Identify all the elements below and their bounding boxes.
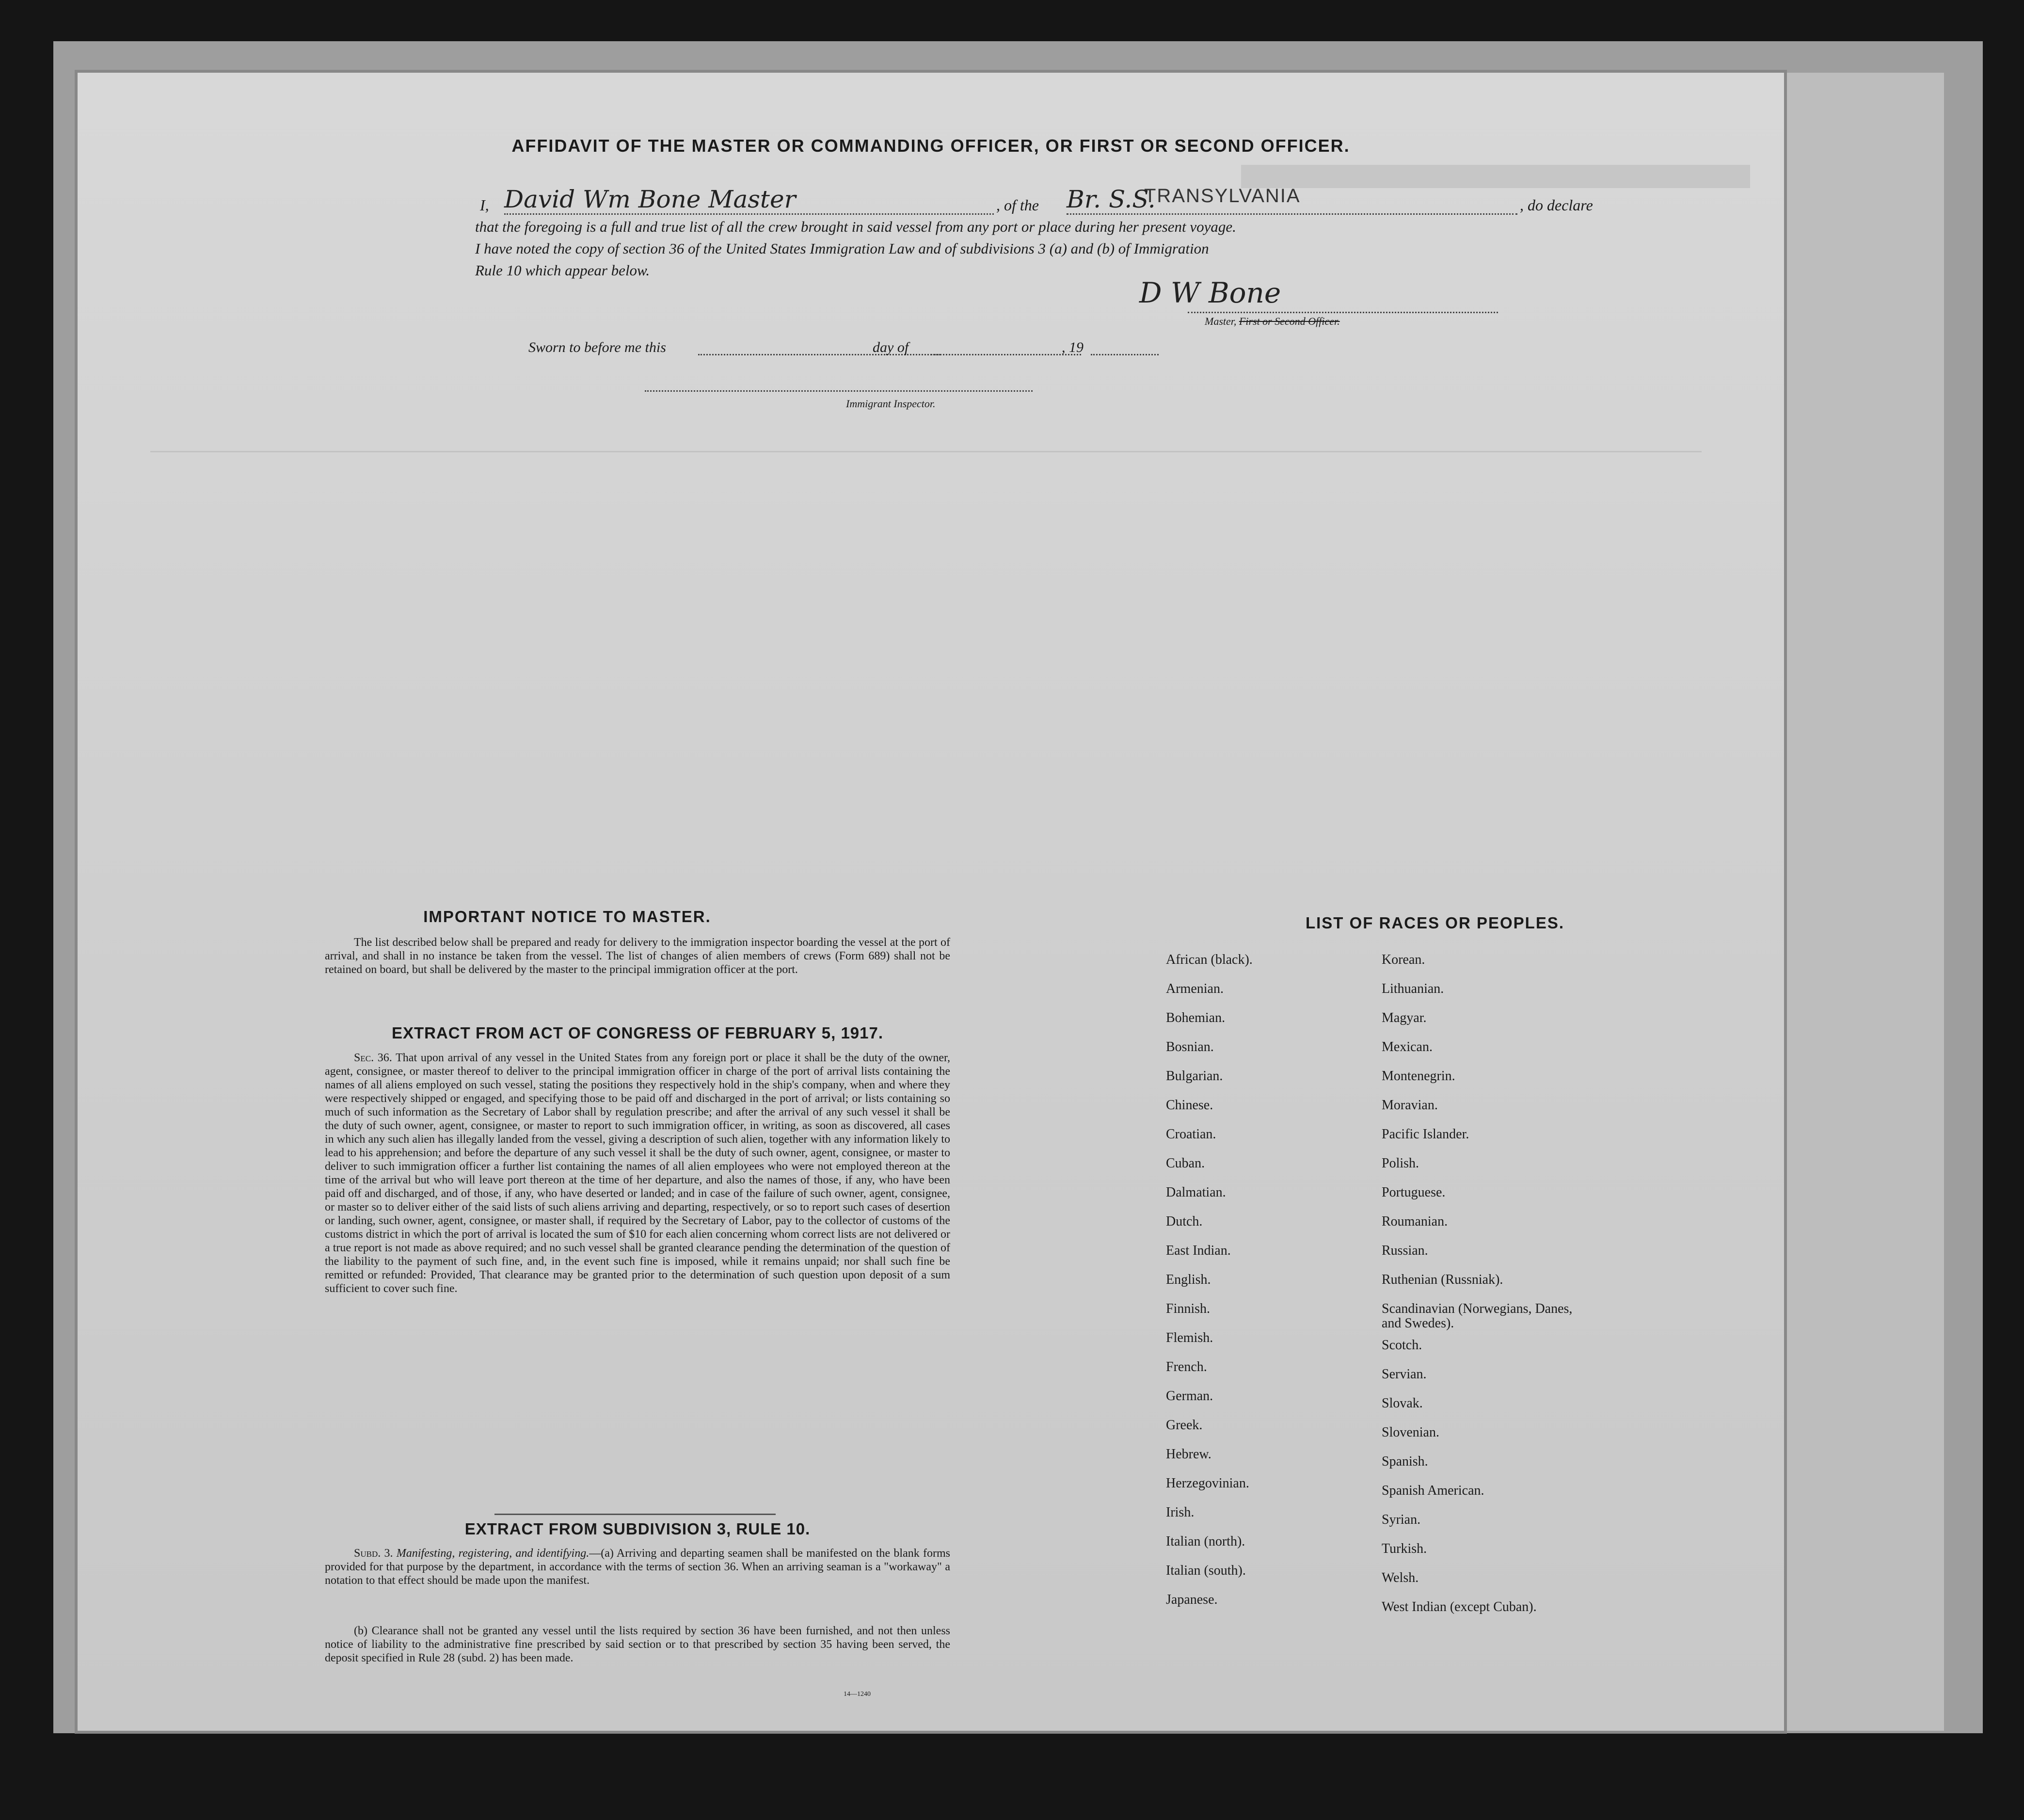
signer-caption-struck: First or Second Officer. xyxy=(1239,315,1340,327)
race-item: Croatian. xyxy=(1166,1127,1216,1142)
signature-line xyxy=(1188,310,1498,313)
race-item: Slovak. xyxy=(1382,1396,1423,1411)
signer-caption xyxy=(1205,315,1340,328)
affidavit-heading: AFFIDAVIT OF THE MASTER OR COMMANDING OFFICER, OR FIRST OR SECOND OFFICER. xyxy=(511,136,1350,156)
extract-act-text: That upon arrival of any vessel in the United States from any foreign port or place it shall be the duty of the owner, agent, consignee, or master thereof to deliver to the principal immigration officer in charge of the port of arrival lists containing the names of all aliens employed on such vessel, stating the positions they respectively hold in the ship's company, when and where they were respectively shipped or engaged, and specifying those to be paid off and discharged in the port of arrival; or lists containing so much of such information as the Secretary of Labor shall by regulation prescribe; and after the arrival of any such vessel it shall be the duty of such owner, agent, consignee, or master to report to such immigration officer, in writing, as soon as discovered, all cases in which any such alien has illegally landed from the vessel, giving a description of such alien, together with any information likely to lead to his apprehension; and before the departure of any such vessel it shall be the duty of such owner, agent, consignee, or master to deliver to such immigration officer a further list containing the names of all alien employees who were not employed thereon at the time of the arrival but who will leave port thereon at the time of her departure, and also the names of those, if any, who have been paid off and discharged, and of those, if any, who have deserted or landed; and in case of the failure of such owner, agent, consignee, or master so to deliver either of the said lists of such aliens arriving and departing, respectively, or so to report such cases of desertion or landing, such owner, agent, consignee, or master shall, if required by the Secretary of Labor, pay to the collector of customs of the customs district in which the port of arrival is located the sum of $10 for each alien concerning whom correct lists are not delivered or a true report is not made as above required; and no such vessel shall be granted clearance pending the determination of the question of the liability to the payment of such fine, and, in the event such fine is imposed, while it remains unpaid; nor shall such fine be remitted or refunded: Provided, That clearance may be granted prior to the determination of such question upon deposit of a sum sufficient to cover such fine. xyxy=(325,1052,951,1295)
race-item: Ruthenian (Russniak). xyxy=(1382,1272,1503,1287)
race-item: Scotch. xyxy=(1382,1338,1422,1353)
right-margin-strip xyxy=(1784,73,1944,1731)
vessel-prefix: Br. S.S. xyxy=(1067,185,1156,213)
race-item: Italian (south). xyxy=(1166,1563,1246,1578)
race-item: Moravian. xyxy=(1382,1098,1438,1113)
races-column-2 xyxy=(1382,945,1595,1622)
race-item: Montenegrin. xyxy=(1382,1069,1455,1084)
day-of-label: day of xyxy=(873,339,909,355)
race-item: Korean. xyxy=(1382,952,1425,967)
race-item: Pacific Islander. xyxy=(1382,1127,1469,1142)
race-item: Greek. xyxy=(1166,1418,1203,1433)
officer-name-field: David Wm Bone Master xyxy=(504,185,994,215)
bleed-through-mark xyxy=(150,451,1702,452)
race-item: African (black). xyxy=(1166,952,1253,967)
race-item: Magyar. xyxy=(1382,1010,1427,1025)
extract-act-body xyxy=(325,1051,950,1295)
race-item: Welsh. xyxy=(1382,1570,1419,1585)
race-item: Chinese. xyxy=(1166,1098,1213,1113)
race-item: Japanese. xyxy=(1166,1592,1218,1607)
race-item: Spanish American. xyxy=(1382,1483,1484,1498)
race-item: Portuguese. xyxy=(1382,1185,1446,1200)
sworn-month-line xyxy=(931,354,1081,355)
extract-rule-heading: EXTRACT FROM SUBDIVISION 3, RULE 10. xyxy=(464,1520,811,1538)
race-item: German. xyxy=(1166,1389,1213,1404)
race-item: French. xyxy=(1166,1359,1207,1374)
race-item: Roumanian. xyxy=(1382,1214,1448,1229)
race-item: Bohemian. xyxy=(1166,1010,1226,1025)
race-item: East Indian. xyxy=(1166,1243,1231,1258)
signer-caption-master: Master, xyxy=(1205,315,1237,327)
subd-title: Manifesting, registering, and identifying. xyxy=(396,1547,590,1560)
race-item: Finnish. xyxy=(1166,1301,1211,1316)
declaration-line-2: that the foregoing is a full and true list of all the crew brought in said vessel from any port or place during her present voyage. xyxy=(475,218,1236,235)
of-the-label: , of the xyxy=(996,196,1039,214)
race-item: Servian. xyxy=(1382,1367,1427,1382)
race-item: Slovenian. xyxy=(1382,1425,1439,1440)
extract-act-heading: EXTRACT FROM ACT OF CONGRESS OF FEBRUARY 5, 1917. xyxy=(391,1024,884,1042)
subd-para-a: —(a) Arriving and departing seamen shall be manifested on the blank forms provided for that purpose by the department, in accordance with the terms of section 36. When an arriving seaman is a "workaway" a notation to that effect should be made upon the manifest. xyxy=(325,1547,950,1587)
race-item: Bosnian. xyxy=(1166,1039,1214,1054)
race-item: Irish. xyxy=(1166,1505,1195,1520)
race-item: Hebrew. xyxy=(1166,1447,1211,1462)
race-item: Herzegovinian. xyxy=(1166,1476,1249,1491)
extract-rule-para-b: (b) Clearance shall not be granted any vessel until the lists required by section 36 have been furnished, and not then unless notice of liability to the administrative fine prescribed by said section or to that prescribed by section 35 having been served, the deposit specified in Rule 28 (subd. 2) has been made. xyxy=(325,1625,950,1664)
race-item: Turkish. xyxy=(1382,1541,1427,1556)
sec-label: Sec. 36. xyxy=(354,1052,392,1064)
do-declare-label: , do declare xyxy=(1520,196,1593,214)
race-item: Mexican. xyxy=(1382,1039,1433,1054)
notice-text: The list described below shall be prepared and ready for delivery to the immigration inspector boarding the vessel at the port of arrival, and shall in no instance be taken from the vessel. The list of changes of alien members of crews (Form 689) shall not be retained on board, but shall be delivered by the master to the principal immigration officer at the port. xyxy=(325,936,950,976)
affidavit-page xyxy=(78,73,1784,1731)
races-column-1 xyxy=(1166,945,1370,1614)
sworn-label: Sworn to before me this xyxy=(528,339,666,355)
declaration-line-3: I have noted the copy of section 36 of the United States Immigration Law and of subdivisions 3 (a) and (b) of Immigration xyxy=(475,240,1209,257)
race-item: Russian. xyxy=(1382,1243,1428,1258)
race-item: English. xyxy=(1166,1272,1211,1287)
inspector-caption: Immigrant Inspector. xyxy=(846,398,936,410)
subd-label: Subd. 3. xyxy=(354,1547,393,1560)
inspector-signature-line xyxy=(645,390,1033,392)
race-item: Italian (north). xyxy=(1166,1534,1245,1549)
bleed-through-mark xyxy=(1241,165,1750,188)
races-heading: LIST OF RACES OR PEOPLES. xyxy=(1305,914,1565,932)
race-item: Spanish. xyxy=(1382,1454,1428,1469)
section-divider xyxy=(494,1514,776,1515)
race-item: Armenian. xyxy=(1166,981,1224,996)
race-item: Syrian. xyxy=(1382,1512,1421,1527)
vessel-name-stamp: TRANSYLVANIA xyxy=(1144,185,1301,207)
race-item: Dutch. xyxy=(1166,1214,1203,1229)
race-item: Lithuanian. xyxy=(1382,981,1444,996)
sworn-year-line xyxy=(1091,354,1159,355)
race-item: West Indian (except Cuban). xyxy=(1382,1599,1537,1614)
master-signature: D W Bone xyxy=(1139,276,1281,309)
race-item: Dalmatian. xyxy=(1166,1185,1226,1200)
race-item: Cuban. xyxy=(1166,1156,1205,1171)
race-item: Bulgarian. xyxy=(1166,1069,1223,1084)
i-label: I, xyxy=(480,196,489,214)
race-item: Polish. xyxy=(1382,1156,1419,1171)
race-item: Scandinavian (Norwegians, Danes, and Swedes). xyxy=(1382,1301,1573,1331)
form-number: 14—1240 xyxy=(844,1691,871,1698)
race-item: Flemish. xyxy=(1166,1330,1213,1345)
year-label: , 19 xyxy=(1062,339,1084,355)
notice-heading: IMPORTANT NOTICE TO MASTER. xyxy=(423,908,711,926)
declaration-line-4: Rule 10 which appear below. xyxy=(475,262,650,279)
extract-rule-para-a xyxy=(325,1547,950,1587)
